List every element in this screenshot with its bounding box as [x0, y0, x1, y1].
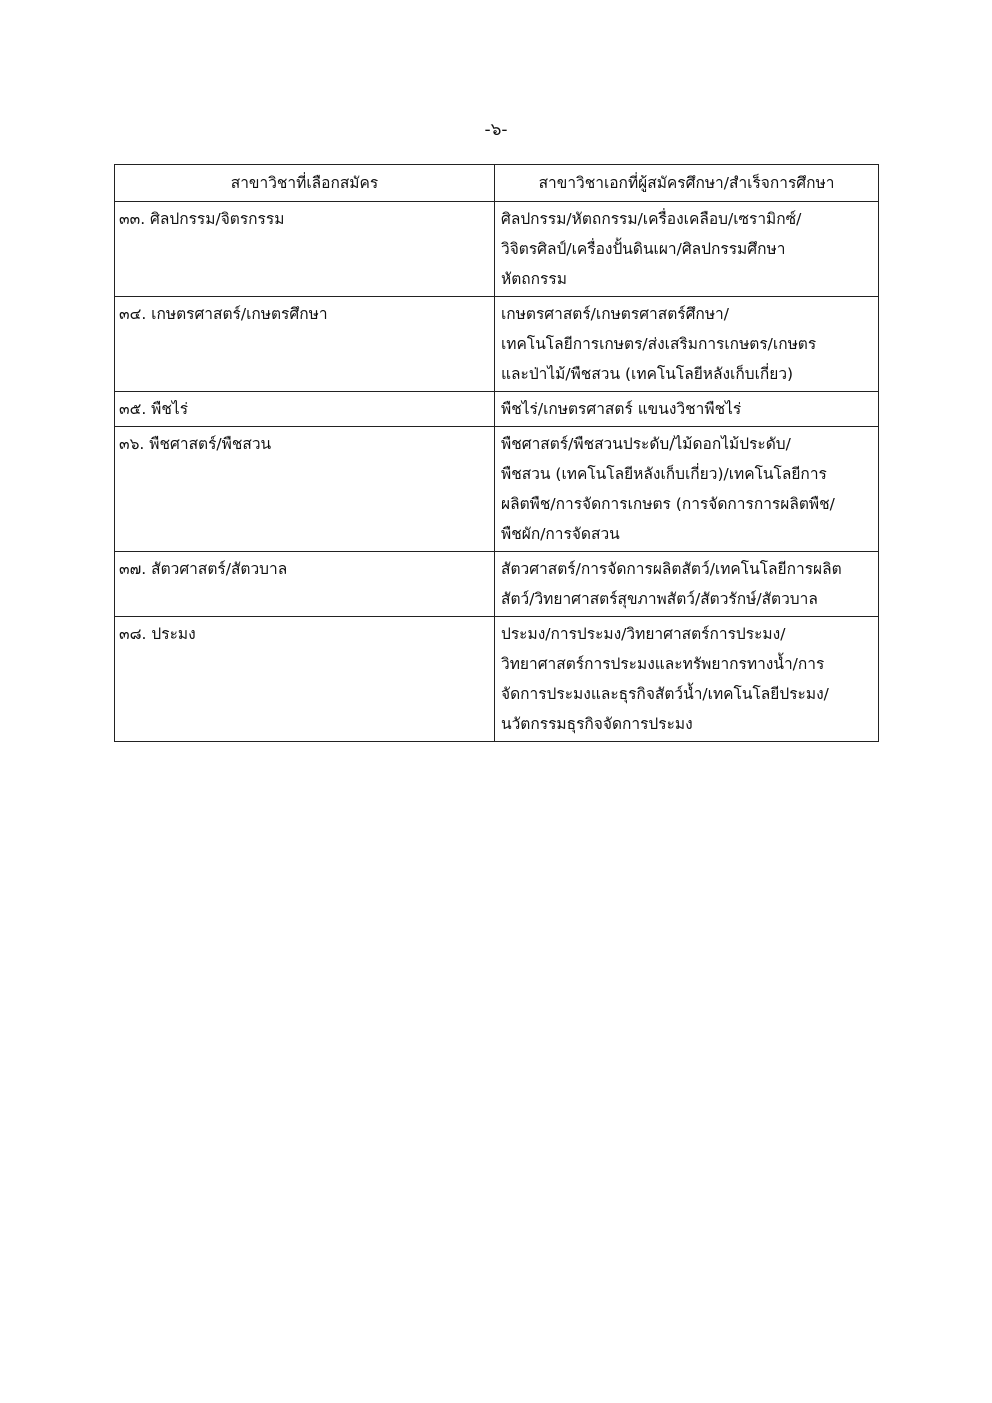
major-line: วิจิตรศิลป์/เครื่องปั้นดินเผา/ศิลปกรรมศึกษา: [501, 240, 786, 258]
major-line: พืชศาสตร์/พืชสวนประดับ/ไม้ดอกไม้ประดับ/: [501, 435, 791, 453]
row-majors: [495, 297, 879, 392]
major-line: ผลิตพืช/การจัดการเกษตร (การจัดการการผลิตพืช/: [501, 495, 835, 513]
major-line: วิทยาศาสตร์การประมงและทรัพยากรทางน้ำ/การ: [501, 655, 825, 673]
row-subject: ๓๗. สัตวศาสตร์/สัตวบาล: [115, 552, 495, 617]
header-major-studied: สาขาวิชาเอกที่ผู้สมัครศึกษา/สำเร็จการศึกษา: [495, 165, 879, 202]
row-subject: ๓๕. พืชไร่: [115, 392, 495, 427]
major-line: และป่าไม้/พืชสวน (เทคโนโลยีหลังเก็บเกี่ยว): [501, 365, 794, 383]
table-row: [115, 427, 879, 552]
row-majors: [495, 427, 879, 552]
major-line: ประมง/การประมง/วิทยาศาสตร์การประมง/: [501, 625, 786, 643]
table-header-row: [115, 165, 879, 202]
row-subject: ๓๘. ประมง: [115, 617, 495, 742]
major-line: เกษตรศาสตร์/เกษตรศาสตร์ศึกษา/: [501, 305, 729, 323]
major-line: เทคโนโลยีการเกษตร/ส่งเสริมการเกษตร/เกษตร: [501, 335, 817, 353]
row-subject: ๓๖. พืชศาสตร์/พืชสวน: [115, 427, 495, 552]
major-line: จัดการประมงและธุรกิจสัตว์น้ำ/เทคโนโลยีประมง/: [501, 685, 829, 703]
page-number: -๖-: [484, 120, 508, 140]
row-majors: [495, 202, 879, 297]
table-row: [115, 297, 879, 392]
row-subject: ๓๔. เกษตรศาสตร์/เกษตรศึกษา: [115, 297, 495, 392]
major-line: พืชไร่/เกษตรศาสตร์ แขนงวิชาพืชไร่: [501, 400, 742, 418]
subject-table: [114, 164, 879, 742]
table-row: [115, 202, 879, 297]
major-line: ศิลปกรรม/หัตถกรรม/เครื่องเคลือบ/เซรามิกซ์/: [501, 210, 802, 228]
major-line: สัตว์/วิทยาศาสตร์สุขภาพสัตว์/สัตวรักษ์/สัตวบาล: [501, 590, 818, 608]
major-line: หัตถกรรม: [501, 270, 567, 288]
major-line: พืชสวน (เทคโนโลยีหลังเก็บเกี่ยว)/เทคโนโลยีการ: [501, 465, 827, 483]
table-row: [115, 552, 879, 617]
row-majors: [495, 392, 879, 427]
row-subject: ๓๓. ศิลปกรรม/จิตรกรรม: [115, 202, 495, 297]
row-majors: [495, 617, 879, 742]
header-selected-subject: สาขาวิชาที่เลือกสมัคร: [115, 165, 495, 202]
major-line: นวัตกรรมธุรกิจจัดการประมง: [501, 715, 693, 733]
row-majors: [495, 552, 879, 617]
major-line: พืชผัก/การจัดสวน: [501, 525, 620, 543]
table-row: [115, 392, 879, 427]
major-line: สัตวศาสตร์/การจัดการผลิตสัตว์/เทคโนโลยีการผลิต: [501, 560, 842, 578]
table-row: [115, 617, 879, 742]
